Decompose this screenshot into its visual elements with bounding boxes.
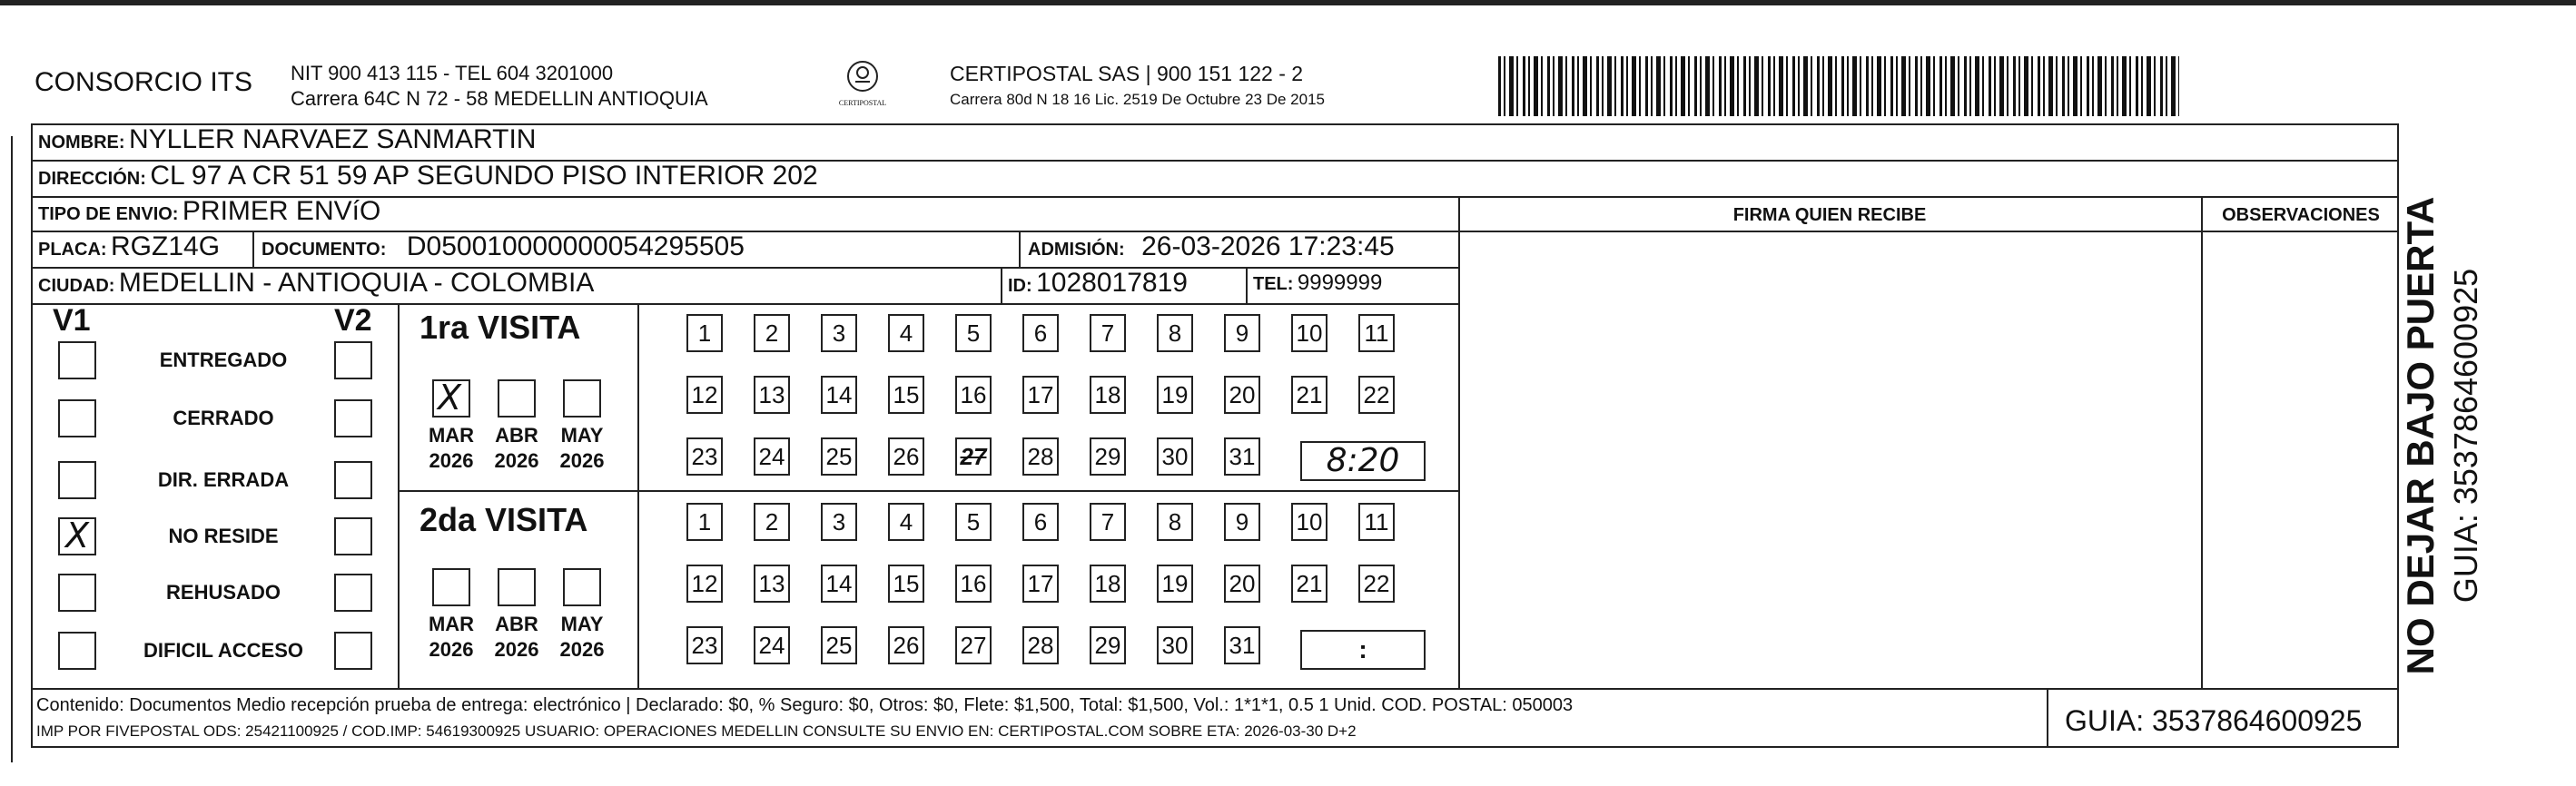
id-row [1008, 268, 1188, 299]
footer-contenido: Contenido: Documentos Medio recepción prueba de entrega: electrónico | Declarado: $0, % Seguro: $0, Otros: $0, Flete: $1,500, Total: $1,500, Vol.: 1*1*1, 0.5 1 Unid. COD. POSTAL: 050003 [36, 695, 1574, 715]
company-name: CONSORCIO ITS [35, 67, 253, 97]
visit1-year-label: 2026 [429, 449, 474, 472]
v1-checkbox[interactable] [58, 574, 96, 612]
visit1-day-box[interactable]: 25 [821, 437, 857, 476]
side-guia: GUIA: 3537864600925 [2447, 268, 2484, 604]
certipostal-logo [822, 58, 903, 114]
visit1-day-box[interactable]: 16 [955, 376, 992, 414]
visit2-day-box[interactable]: 5 [955, 503, 992, 541]
visit1-day-box[interactable]: 18 [1090, 376, 1126, 414]
visit2-year-label: 2026 [494, 638, 539, 661]
footer-imp: IMP POR FIVEPOSTAL ODS: 25421100925 / COD.IMP: 54619300925 USUARIO: OPERACIONES MEDELLIN CONSULTE SU ENVIO EN: CERTIPOSTAL.COM SOBRE ETA: 2026-03-30 D+2 [36, 722, 1357, 740]
visit2-day-box[interactable]: 29 [1090, 626, 1126, 664]
visit1-day-box[interactable]: 24 [754, 437, 790, 476]
id-divider [1001, 269, 1002, 303]
visit1-day-box[interactable]: 17 [1022, 376, 1059, 414]
visit2-month-label: ABR [495, 613, 538, 635]
visit2-day-box[interactable]: 30 [1157, 626, 1193, 664]
v1-label: V1 [53, 303, 91, 338]
visit2-day-box[interactable]: 24 [754, 626, 790, 664]
direccion-label: DIRECCIÓN: [38, 169, 146, 189]
v1-check-mark: X [65, 516, 90, 555]
documento-row [262, 231, 745, 262]
certipostal-info: CERTIPOSTAL SAS | 900 151 122 - 2 [950, 62, 1304, 85]
visit1-time[interactable] [1300, 441, 1426, 481]
visit1-day-box[interactable]: 8 [1157, 314, 1193, 352]
visit2-day-box[interactable]: 10 [1291, 503, 1327, 541]
visit2-title: 2da VISITA [419, 501, 588, 538]
visit1-year-label: 2026 [494, 449, 539, 472]
visit2-day-box[interactable]: 22 [1358, 565, 1395, 603]
v2-checkbox[interactable] [334, 461, 372, 499]
visit1-day-box[interactable]: 21 [1291, 376, 1327, 414]
visit1-day-box[interactable]: 7 [1090, 314, 1126, 352]
tipo-row [38, 196, 380, 227]
v2-label: V2 [334, 303, 372, 338]
row-line-2 [31, 196, 2399, 198]
direccion-row [38, 161, 818, 192]
visit1-day-box[interactable]: 1 [686, 314, 723, 352]
visit1-year-label: 2026 [559, 449, 605, 472]
v2-checkbox[interactable] [334, 632, 372, 670]
v1-checkbox[interactable] [58, 341, 96, 379]
tel-label: TEL: [1253, 274, 1294, 294]
tel-divider [1246, 269, 1248, 303]
visit1-month-mark: X [438, 378, 462, 418]
visit2-day-box[interactable]: 1 [686, 503, 723, 541]
observaciones-header: OBSERVACIONES [2222, 205, 2380, 225]
visit1-day-box[interactable]: 26 [888, 437, 924, 476]
visit2-day-box[interactable]: 17 [1022, 565, 1059, 603]
tipo-value: PRIMER ENVíO [182, 196, 381, 226]
visit1-day-box[interactable]: 10 [1291, 314, 1327, 352]
visit1-month-label: ABR [495, 424, 538, 447]
visit1-day-box[interactable]: 4 [888, 314, 924, 352]
visit1-title: 1ra VISITA [419, 309, 581, 346]
visit2-day-box[interactable]: 6 [1022, 503, 1059, 541]
direccion-value: CL 97 A CR 51 59 AP SEGUNDO PISO INTERIOR 202 [150, 161, 818, 191]
placa-label: PLACA: [38, 240, 107, 260]
visit1-day-box[interactable]: 12 [686, 376, 723, 414]
company-address: Carrera 64C N 72 - 58 MEDELLIN ANTIOQUIA [291, 87, 708, 110]
visit2-day-box[interactable]: 12 [686, 565, 723, 603]
visit2-day-box[interactable]: 18 [1090, 565, 1126, 603]
firma-divider [1458, 196, 1460, 688]
footer-line [31, 688, 2399, 690]
visit2-day-box[interactable]: 25 [821, 626, 857, 664]
visit2-year-label: 2026 [429, 638, 474, 661]
footer-guia-divider [2047, 688, 2048, 748]
months-divider [637, 303, 639, 688]
visit2-day-box[interactable]: 8 [1157, 503, 1193, 541]
visit2-day-box[interactable]: 19 [1157, 565, 1193, 603]
visit2-day-box[interactable]: 13 [754, 565, 790, 603]
left-margin-mark [11, 136, 13, 762]
visit2-day-box[interactable]: 27 [955, 626, 992, 664]
v2-checkbox[interactable] [334, 341, 372, 379]
company-nit: NIT 900 413 115 - TEL 604 3201000 [291, 62, 614, 84]
visit2-month-label: MAR [428, 613, 475, 635]
visit2-day-box[interactable]: 3 [821, 503, 857, 541]
visit1-day-box[interactable]: 23 [686, 437, 723, 476]
documento-label: DOCUMENTO: [262, 240, 387, 260]
placa-divider [252, 232, 254, 267]
id-value: 1028017819 [1036, 268, 1188, 298]
visit1-month-label: MAY [560, 424, 604, 447]
v1-checkbox[interactable] [58, 632, 96, 670]
visit1-month-label: MAR [428, 424, 475, 447]
visit2-day-box[interactable]: 15 [888, 565, 924, 603]
placa-value: RGZ14G [111, 231, 221, 261]
visit1-day-box[interactable]: 5 [955, 314, 992, 352]
visit2-day-box[interactable]: 2 [754, 503, 790, 541]
visit2-day-box[interactable]: 7 [1090, 503, 1126, 541]
ciudad-label: CIUDAD: [38, 276, 115, 296]
visit2-time[interactable] [1300, 630, 1426, 670]
tipo-label: TIPO DE ENVIO: [38, 204, 179, 224]
status-label: DIFICIL ACCESO [143, 639, 303, 662]
visit2-day-box[interactable]: 11 [1358, 503, 1395, 541]
visit-divider [400, 490, 1458, 492]
id-label: ID: [1008, 276, 1032, 296]
tel-row [1253, 270, 1382, 296]
ciudad-row [38, 268, 594, 299]
firma-header: FIRMA QUIEN RECIBE [1732, 205, 1927, 225]
visit1-month-checkbox[interactable] [563, 379, 601, 418]
v1-checkbox[interactable] [58, 461, 96, 499]
visit1-day-box[interactable]: 20 [1224, 376, 1260, 414]
visit2-year-label: 2026 [559, 638, 605, 661]
visit2-day-box[interactable]: 4 [888, 503, 924, 541]
visit2-month-label: MAY [560, 613, 604, 635]
v2-checkbox[interactable] [334, 517, 372, 555]
admision-divider [1019, 232, 1021, 267]
status-label: DIR. ERRADA [157, 468, 290, 491]
side-no-dejar: NO DEJAR BAJO PUERTA [2399, 196, 2442, 675]
status-label: CERRADO [173, 407, 274, 429]
admision-row [1028, 231, 1395, 262]
visit2-day-box[interactable]: 23 [686, 626, 723, 664]
documento-value: D050010000000054295505 [406, 231, 745, 261]
visit1-day-box[interactable]: 11 [1358, 314, 1395, 352]
visit1-month-checkbox[interactable] [432, 379, 470, 418]
visit2-day-box[interactable]: 28 [1022, 626, 1059, 664]
visit1-month-checkbox[interactable] [498, 379, 536, 418]
tel-value: 9999999 [1297, 270, 1383, 295]
nombre-label: NOMBRE: [38, 133, 125, 152]
visit2-day-box[interactable]: 16 [955, 565, 992, 603]
visit1-day-box[interactable]: 19 [1157, 376, 1193, 414]
v2-checkbox[interactable] [334, 399, 372, 437]
visit2-day-box[interactable]: 26 [888, 626, 924, 664]
admision-label: ADMISIÓN: [1028, 240, 1125, 260]
certipostal-address: Carrera 80d N 18 16 Lic. 2519 De Octubre 23 De 2015 [950, 91, 1325, 108]
visit1-day-box[interactable]: 15 [888, 376, 924, 414]
visit1-day-box[interactable]: 9 [1224, 314, 1260, 352]
status-label: REHUSADO [166, 581, 281, 604]
top-border [0, 0, 2576, 5]
row-line-5 [31, 303, 1458, 305]
visit1-day-box[interactable]: 22 [1358, 376, 1395, 414]
barcode [1498, 56, 2179, 116]
visit1-time-value: 8:20 [1326, 442, 1400, 479]
visit1-day-box[interactable]: 3 [821, 314, 857, 352]
status-label: ENTREGADO [159, 349, 288, 371]
v1-checkbox[interactable] [58, 399, 96, 437]
visit2-day-box[interactable]: 31 [1224, 626, 1260, 664]
obs-divider [2201, 196, 2203, 688]
visit1-day-box[interactable]: 27 [955, 437, 992, 476]
visit1-day-box[interactable]: 28 [1022, 437, 1059, 476]
visit1-day-box[interactable]: 2 [754, 314, 790, 352]
visit2-month-checkbox[interactable] [563, 568, 601, 606]
logo-text: CERTIPOSTAL [838, 99, 887, 107]
status-label: NO RESIDE [168, 525, 279, 547]
visit1-day-box[interactable]: 13 [754, 376, 790, 414]
visit2-day-box[interactable]: 14 [821, 565, 857, 603]
visit1-day-box[interactable]: 14 [821, 376, 857, 414]
certipostal-logo-icon [844, 58, 881, 94]
admision-value: 26-03-2026 17:23:45 [1141, 231, 1395, 261]
visit2-month-checkbox[interactable] [432, 568, 470, 606]
visit1-day-box[interactable]: 6 [1022, 314, 1059, 352]
placa-row [38, 231, 220, 262]
visit1-day-box[interactable]: 29 [1090, 437, 1126, 476]
visit2-time-value: : [1358, 635, 1367, 663]
visit2-day-box[interactable]: 9 [1224, 503, 1260, 541]
visit2-day-box[interactable]: 21 [1291, 565, 1327, 603]
nombre-row [38, 124, 536, 155]
status-divider [398, 303, 400, 688]
visit1-day-box[interactable]: 31 [1224, 437, 1260, 476]
ciudad-value: MEDELLIN - ANTIOQUIA - COLOMBIA [118, 268, 595, 298]
footer-guia: GUIA: 3537864600925 [2065, 704, 2363, 737]
v1-checkbox[interactable] [58, 517, 96, 555]
v2-checkbox[interactable] [334, 574, 372, 612]
visit2-day-box[interactable]: 20 [1224, 565, 1260, 603]
visit2-month-checkbox[interactable] [498, 568, 536, 606]
nombre-value: NYLLER NARVAEZ SANMARTIN [129, 124, 537, 154]
visit1-day-box[interactable]: 30 [1157, 437, 1193, 476]
